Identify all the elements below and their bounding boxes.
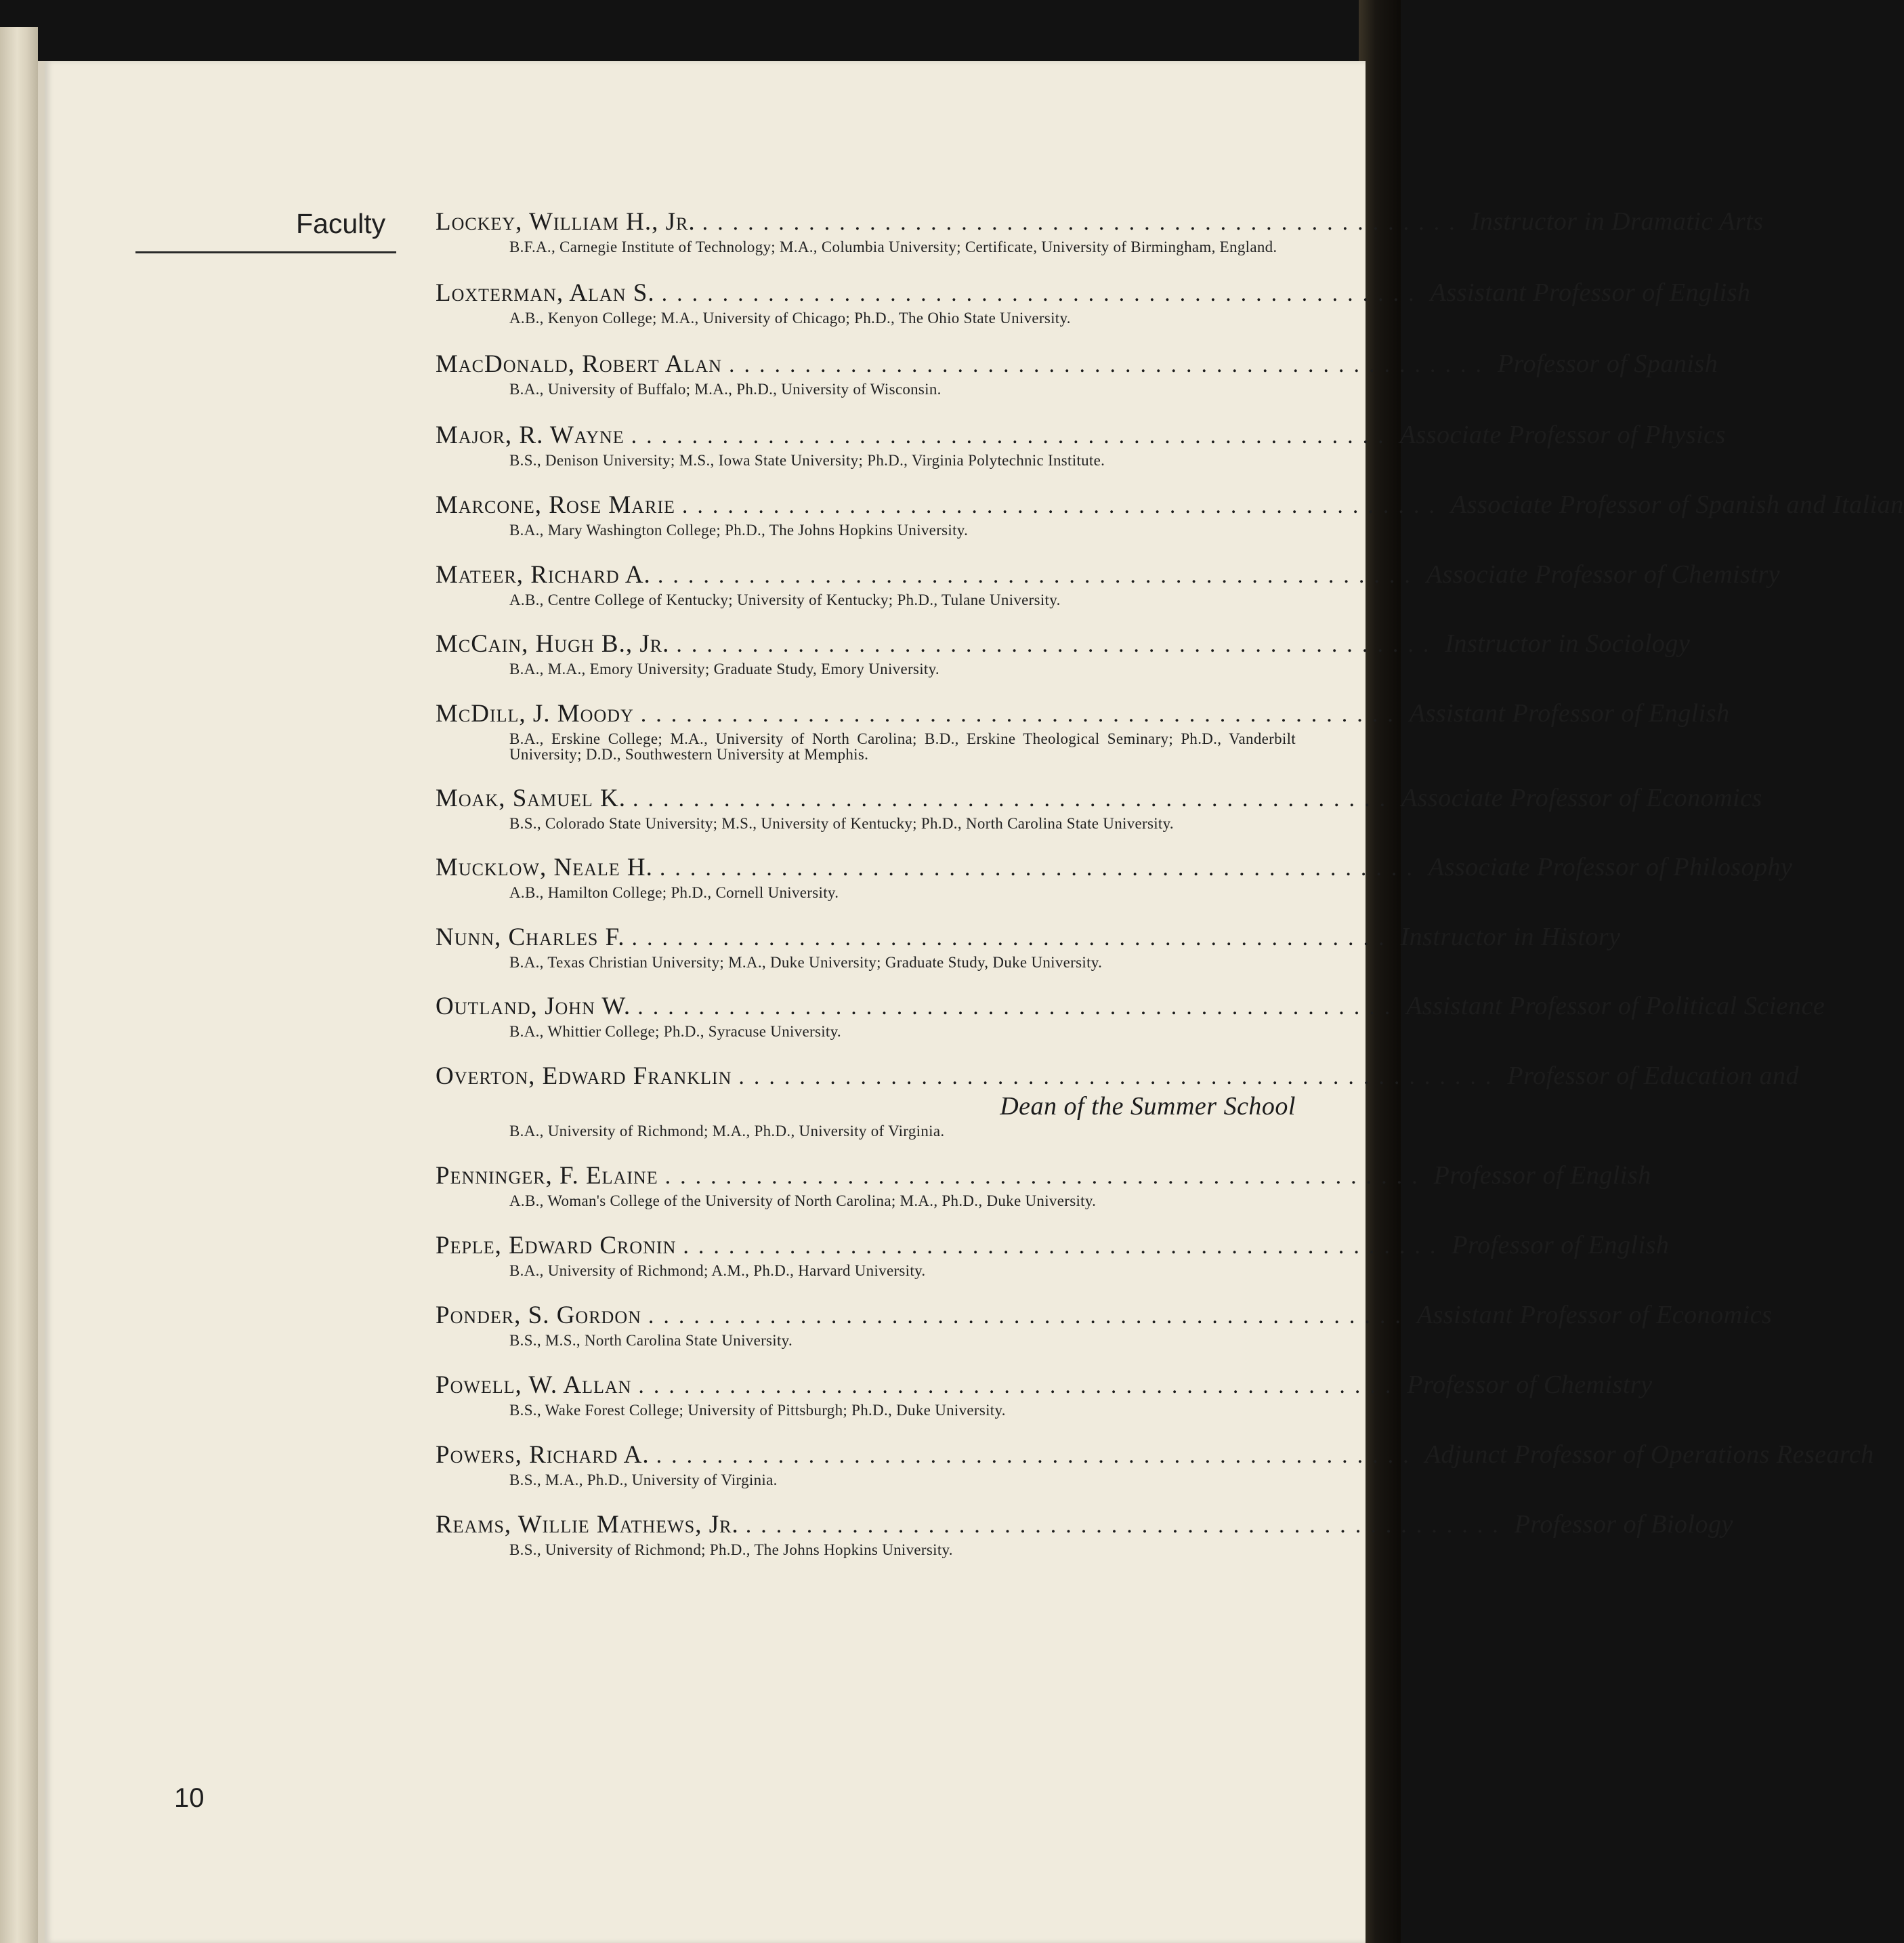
faculty-title: Instructor in Sociology (1445, 629, 1691, 658)
faculty-title: Associate Professor of Economics (1401, 784, 1762, 812)
faculty-title: Associate Professor of Spanish and Italian (1450, 490, 1904, 519)
faculty-title: Adjunct Professor of Operations Research (1424, 1440, 1874, 1469)
faculty-degrees: B.A., University of Buffalo; M.A., Ph.D., University of Wisconsin. (509, 381, 942, 398)
faculty-degrees: B.S., Wake Forest College; University of Pittsburgh; Ph.D., Duke University. (509, 1402, 1006, 1419)
entry-heading (436, 1510, 1733, 1540)
faculty-name: Outland, John W. (436, 993, 631, 1020)
dot-leader: .................................................. (702, 210, 1464, 235)
faculty-degrees: B.S., M.A., Ph.D., University of Virginia. (509, 1471, 778, 1488)
faculty-name: Moak, Samuel K. (436, 785, 626, 812)
entry-heading (436, 560, 1781, 590)
dot-leader: .................................................. (676, 632, 1439, 657)
entry-heading (436, 923, 1621, 953)
faculty-name: Marcone, Rose Marie (436, 491, 675, 519)
entry-heading (436, 1440, 1874, 1470)
faculty-title-continued: Dean of the Summer School (1000, 1092, 1296, 1121)
faculty-entry (436, 1440, 1874, 1488)
dot-leader: .................................................. (631, 423, 1393, 448)
faculty-title: Instructor in Dramatic Arts (1471, 207, 1764, 236)
page-number: 10 (174, 1783, 205, 1813)
dot-leader: .................................................. (745, 1513, 1508, 1538)
dot-leader: .................................................. (659, 856, 1422, 881)
dot-leader: .................................................. (681, 493, 1444, 518)
entry-heading (436, 421, 1726, 451)
book-page-edges (0, 27, 38, 1943)
entry-heading (436, 1371, 1653, 1400)
faculty-entry (436, 629, 1691, 677)
faculty-degrees: B.S., Colorado State University; M.S., University of Kentucky; Ph.D., North Carolina State University. (509, 815, 1174, 832)
dot-leader: .................................................. (661, 281, 1424, 306)
dot-leader: .................................................. (738, 1064, 1501, 1089)
faculty-entry (436, 278, 1751, 327)
faculty-name: Reams, Willie Mathews, Jr. (436, 1511, 739, 1539)
faculty-name: Mucklow, Neale H. (436, 854, 653, 881)
faculty-title: Professor of Biology (1514, 1510, 1733, 1539)
faculty-entry (436, 421, 1726, 469)
dot-leader: .................................................. (657, 563, 1420, 588)
faculty-name: McCain, Hugh B., Jr. (436, 630, 670, 658)
entry-heading (436, 784, 1762, 814)
faculty-title: Professor of English (1452, 1231, 1670, 1259)
faculty-name: Ponder, S. Gordon (436, 1301, 641, 1329)
faculty-title: Assistant Professor of Political Science (1406, 992, 1825, 1020)
faculty-entry (436, 1301, 1773, 1349)
faculty-degrees: B.A., Whittier College; Ph.D., Syracuse University. (509, 1023, 841, 1040)
entry-heading (436, 699, 1730, 729)
faculty-title: Professor of Chemistry (1407, 1371, 1653, 1399)
entry-heading (436, 1062, 1800, 1091)
faculty-entry (436, 207, 1764, 255)
faculty-title: Assistant Professor of Economics (1416, 1301, 1773, 1329)
faculty-degrees: B.A., M.A., Emory University; Graduate Study, Emory University. (509, 661, 939, 677)
dot-leader: .................................................. (683, 1234, 1445, 1259)
faculty-degrees: B.A., Erskine College; M.A., University of North Carolina; B.D., Erskine Theological Seminary; Ph.D., Vanderbilt University; D.D., Southwestern University at Memphis. (509, 730, 1296, 763)
faculty-degrees: A.B., Woman's College of the University of North Carolina; M.A., Ph.D., Duke University. (509, 1192, 1097, 1209)
faculty-entry (436, 1062, 1800, 1140)
faculty-entry (436, 699, 1730, 763)
entry-heading (436, 1161, 1651, 1191)
entry-heading (436, 207, 1764, 237)
dot-leader: .................................................. (638, 1373, 1401, 1398)
faculty-title: Professor of English (1433, 1161, 1651, 1190)
entry-heading (436, 1301, 1773, 1331)
faculty-name: Major, R. Wayne (436, 421, 625, 449)
faculty-entry (436, 1161, 1651, 1209)
faculty-entry (436, 992, 1825, 1040)
faculty-degrees: B.A., University of Richmond; A.M., Ph.D., Harvard University. (509, 1262, 926, 1279)
faculty-name: Peple, Edward Cronin (436, 1232, 677, 1259)
faculty-degrees: B.A., Mary Washington College; Ph.D., The Johns Hopkins University. (509, 522, 969, 539)
faculty-degrees: B.S., University of Richmond; Ph.D., The Johns Hopkins University. (509, 1541, 953, 1558)
faculty-title: Instructor in History (1400, 923, 1621, 951)
faculty-title: Professor of Education and (1507, 1062, 1800, 1090)
dot-leader: .................................................. (640, 702, 1403, 727)
faculty-degrees: A.B., Kenyon College; M.A., University of Chicago; Ph.D., The Ohio State University. (509, 310, 1071, 327)
faculty-entry (436, 1231, 1670, 1279)
dot-leader: .................................................. (664, 1164, 1427, 1189)
faculty-name: Mateer, Richard A. (436, 561, 651, 589)
section-label: Faculty (296, 208, 386, 239)
faculty-degrees: B.A., Texas Christian University; M.A., Duke University; Graduate Study, Duke University. (509, 954, 1103, 971)
dot-leader: .................................................. (648, 1303, 1410, 1329)
faculty-name: Powell, W. Allan (436, 1371, 632, 1399)
faculty-entry (436, 853, 1793, 901)
entry-heading (436, 1231, 1670, 1261)
dot-leader: .................................................. (637, 995, 1400, 1020)
faculty-name: Nunn, Charles F. (436, 923, 625, 951)
entry-heading (436, 350, 1718, 379)
faculty-entry (436, 490, 1904, 539)
faculty-entry (436, 350, 1718, 398)
faculty-title: Associate Professor of Physics (1399, 421, 1726, 449)
faculty-degrees: B.F.A., Carnegie Institute of Technology; M.A., Columbia University; Certificate, University of Birmingham, England. (509, 238, 1277, 255)
dot-leader: .................................................. (728, 352, 1491, 377)
faculty-name: Overton, Edward Franklin (436, 1062, 732, 1090)
faculty-entry (436, 784, 1762, 832)
faculty-name: Lockey, William H., Jr. (436, 208, 696, 236)
entry-heading (436, 992, 1825, 1022)
faculty-degrees: B.S., M.S., North Carolina State University. (509, 1332, 793, 1349)
faculty-name: MacDonald, Robert Alan (436, 350, 722, 378)
section-rule (135, 251, 396, 253)
dot-leader: .................................................. (656, 1443, 1418, 1468)
faculty-title: Associate Professor of Chemistry (1426, 560, 1781, 589)
entry-heading (436, 853, 1793, 883)
faculty-entry (436, 923, 1621, 971)
faculty-degrees: B.A., University of Richmond; M.A., Ph.D., University of Virginia. (509, 1123, 945, 1140)
faculty-entry (436, 1510, 1733, 1558)
dot-leader: .................................................. (631, 925, 1394, 950)
faculty-entry (436, 560, 1781, 608)
faculty-title: Professor of Spanish (1497, 350, 1718, 378)
faculty-degrees: A.B., Centre College of Kentucky; University of Kentucky; Ph.D., Tulane University. (509, 591, 1061, 608)
faculty-name: McDill, J. Moody (436, 700, 634, 728)
faculty-degrees: A.B., Hamilton College; Ph.D., Cornell University. (509, 884, 839, 901)
dot-leader: .................................................. (632, 787, 1395, 812)
faculty-degrees: B.S., Denison University; M.S., Iowa State University; Ph.D., Virginia Polytechnic Institute. (509, 452, 1105, 469)
faculty-entry (436, 1371, 1653, 1419)
faculty-name: Penninger, F. Elaine (436, 1162, 658, 1190)
faculty-title: Associate Professor of Philosophy (1428, 853, 1793, 881)
faculty-list (436, 207, 1904, 1558)
entry-heading (436, 278, 1751, 308)
entry-heading (436, 490, 1904, 520)
faculty-name: Loxterman, Alan S. (436, 279, 655, 307)
faculty-title: Assistant Professor of English (1409, 699, 1730, 728)
entry-heading (436, 629, 1691, 659)
faculty-name: Powers, Richard A. (436, 1441, 650, 1469)
faculty-title: Assistant Professor of English (1430, 278, 1751, 307)
